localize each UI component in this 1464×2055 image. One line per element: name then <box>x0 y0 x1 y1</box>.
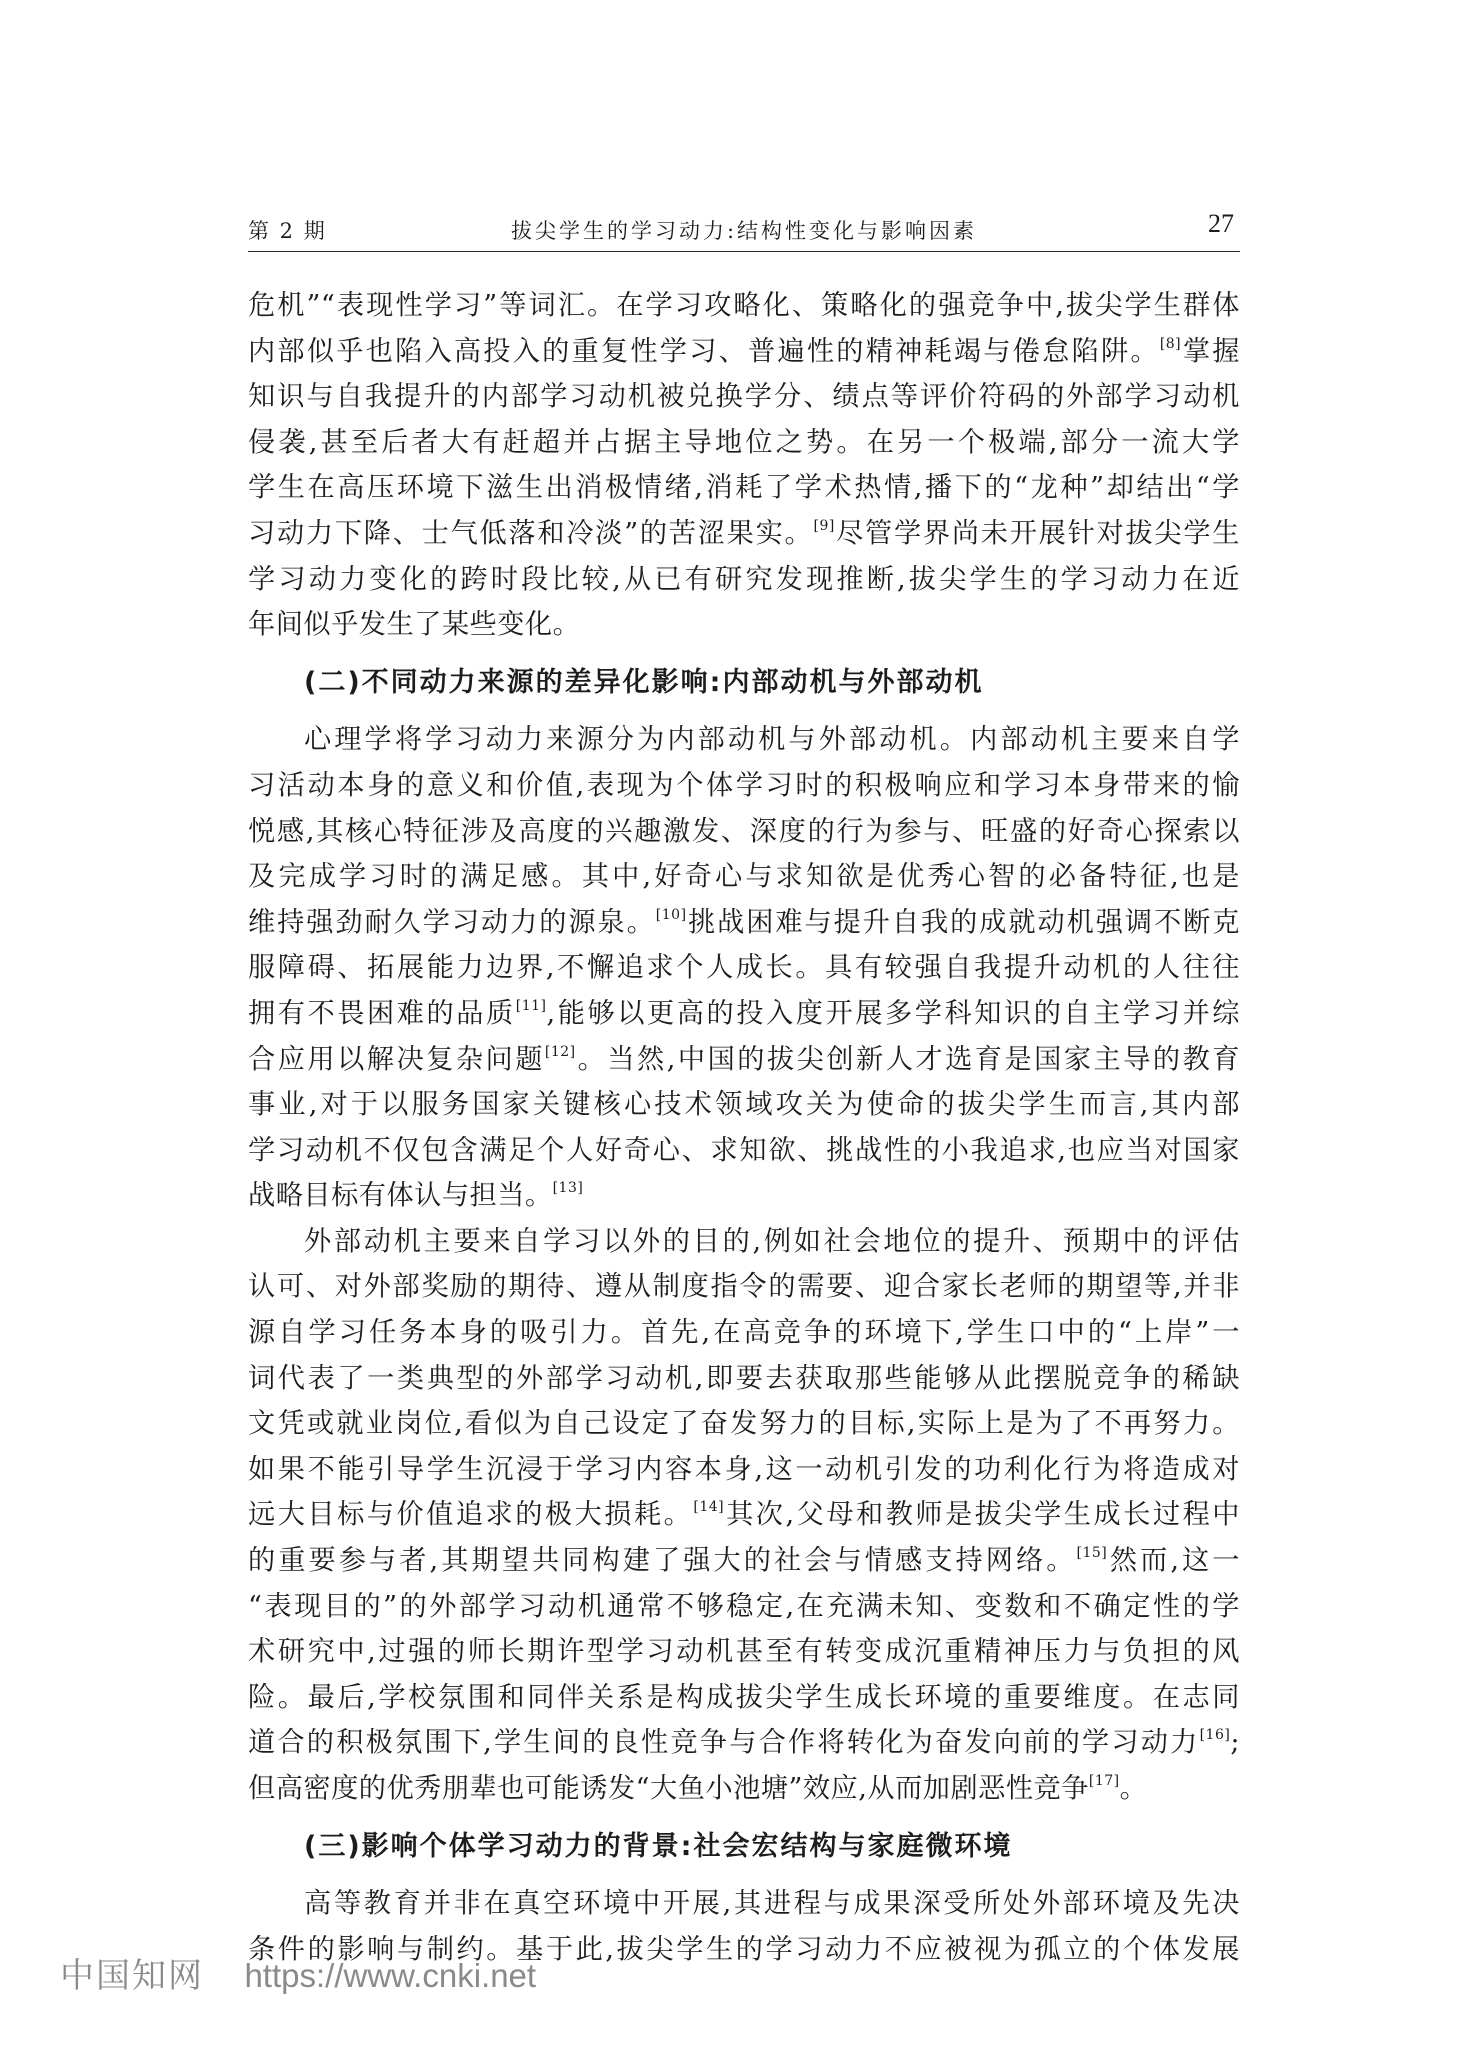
paragraph-3 <box>248 1219 1240 1812</box>
running-header <box>248 205 1240 252</box>
text-line: 学习动力变化的跨时段比较,从已有研究发现推断,拔尖学生的学习动力在近 <box>248 563 1240 595</box>
citation[interactable]: [13] <box>552 1180 584 1197</box>
text-line: 拥有不畏困难的品质[11],能够以更高的投入度开展多学科知识的自主学习并综 <box>248 997 1240 1029</box>
text-line: 道合的积极氛围下,学生间的良性竞争与合作将转化为奋发向前的学习动力[16]; <box>248 1727 1240 1759</box>
text-line: 及完成学习时的满足感。其中,好奇心与求知欲是优秀心智的必备特征,也是 <box>248 861 1240 893</box>
text-line: 合应用以解决复杂问题[12]。当然,中国的拔尖创新人才选育是国家主导的教育 <box>248 1043 1240 1075</box>
citation[interactable]: [14] <box>693 1499 725 1516</box>
text-line: 险。最后,学校氛围和同伴关系是构成拔尖学生成长环境的重要维度。在志同 <box>248 1681 1240 1713</box>
text-line: 服障碍、拓展能力边界,不懈追求个人成长。具有较强自我提升动机的人往往 <box>248 952 1240 984</box>
citation[interactable]: [9] <box>813 517 835 534</box>
text-line: 如果不能引导学生沉浸于学习内容本身,这一动机引发的功利化行为将造成对 <box>248 1453 1240 1485</box>
citation[interactable]: [17] <box>1088 1773 1120 1789</box>
citation[interactable]: [12] <box>544 1043 576 1060</box>
text-line: 习动力下降、士气低落和冷淡”的苦涩果实。[9]尽管学界尚未开展针对拔尖学生 <box>248 517 1240 549</box>
citation[interactable]: [8] <box>1159 335 1182 352</box>
issue-number: 第 2 期 <box>248 219 327 243</box>
text-line: 学习动机不仅包含满足个人好奇心、求知欲、挑战性的小我追求,也应当对国家 <box>248 1134 1240 1166</box>
text-line: 心理学将学习动力来源分为内部动机与外部动机。内部动机主要来自学 <box>304 724 1240 756</box>
citation[interactable]: [10] <box>655 906 687 923</box>
section-heading: (三)影响个体学习动力的背景:社会宏结构与家庭微环境 <box>304 1830 1013 1862</box>
text-line: 年间似乎发生了某些变化。 <box>248 609 581 641</box>
paragraph-1 <box>248 283 1240 648</box>
text-line: 术研究中,过强的师长期许型学习动机甚至有转变成沉重精神压力与负担的风 <box>248 1636 1240 1668</box>
text-line: 的重要参与者,其期望共同构建了强大的社会与情感支持网络。[15]然而,这一 <box>248 1545 1240 1577</box>
text-line: 源自学习任务本身的吸引力。首先,在高竞争的环境下,学生口中的“上岸”一 <box>248 1317 1240 1349</box>
text-line: 维持强劲耐久学习动力的源泉。[10]挑战困难与提升自我的成就动机强调不断克 <box>248 906 1240 938</box>
cnki-logo: 中国知网 <box>60 1956 204 1996</box>
citation[interactable]: [15] <box>1076 1545 1108 1562</box>
cnki-url[interactable]: https://www.cnki.net <box>244 1957 537 1994</box>
citation[interactable]: [16] <box>1199 1727 1231 1744</box>
text-line: 悦感,其核心特征涉及高度的兴趣激发、深度的行为参与、旺盛的好奇心探索以 <box>248 815 1240 847</box>
text-line: 危机”“表现性学习”等词汇。在学习攻略化、策略化的强竞争中,拔尖学生群体 <box>248 290 1240 321</box>
text-line: 战略目标有体认与担当。[13] <box>248 1180 584 1212</box>
text-line: 但高密度的优秀朋辈也可能诱发“大鱼小池塘”效应,从而加剧恶性竞争[17]。 <box>248 1773 1148 1804</box>
text-line: 认可、对外部奖励的期待、遵从制度指令的需要、迎合家长老师的期望等,并非 <box>248 1271 1240 1303</box>
text-line: 学生在高压环境下滋生出消极情绪,消耗了学术热情,播下的“龙种”却结出“学 <box>248 472 1240 504</box>
text-line: 侵袭,甚至后者大有赶超并占据主导地位之势。在另一个极端,部分一流大学 <box>248 426 1240 458</box>
text-line: 远大目标与价值追求的极大损耗。[14]其次,父母和教师是拔尖学生成长过程中 <box>248 1499 1240 1531</box>
text-line: 事业,对于以服务国家关键核心技术领域攻关为使命的拔尖学生而言,其内部 <box>248 1089 1240 1121</box>
text-line: 条件的影响与制约。基于此,拔尖学生的学习动力不应被视为孤立的个体发展 <box>248 1933 1240 1965</box>
text-line: 知识与自我提升的内部学习动机被兑换学分、绩点等评价符码的外部学习动机 <box>248 381 1240 413</box>
citation[interactable]: [11] <box>515 997 547 1014</box>
paragraph-2 <box>248 717 1240 1219</box>
cnki-watermark <box>60 1948 536 1998</box>
text-line: 内部似乎也陷入高投入的重复性学习、普遍性的精神耗竭与倦怠陷阱。[8]掌握 <box>248 335 1240 367</box>
text-line: 外部动机主要来自学习以外的目的,例如社会地位的提升、预期中的评估 <box>304 1225 1240 1257</box>
running-title: 拔尖学生的学习动力:结构性变化与影响因素 <box>510 219 978 243</box>
section-heading: (二)不同动力来源的差异化影响:内部动机与外部动机 <box>304 666 984 698</box>
text-line: 习活动本身的意义和价值,表现为个体学习时的积极响应和学习本身带来的愉 <box>248 769 1240 801</box>
text-line: 文凭或就业岗位,看似为自己设定了奋发努力的目标,实际上是为了不再努力。 <box>248 1408 1240 1440</box>
text-line: 高等教育并非在真空环境中开展,其进程与成果深受所处外部环境及先决 <box>304 1888 1240 1920</box>
text-line: 词代表了一类典型的外部学习动机,即要去获取那些能够从此摆脱竞争的稀缺 <box>248 1362 1240 1394</box>
text-line: “表现目的”的外部学习动机通常不够稳定,在充满未知、变数和不确定性的学 <box>248 1590 1240 1622</box>
article-body <box>248 283 1240 1972</box>
page-number: 27 <box>1208 209 1234 238</box>
